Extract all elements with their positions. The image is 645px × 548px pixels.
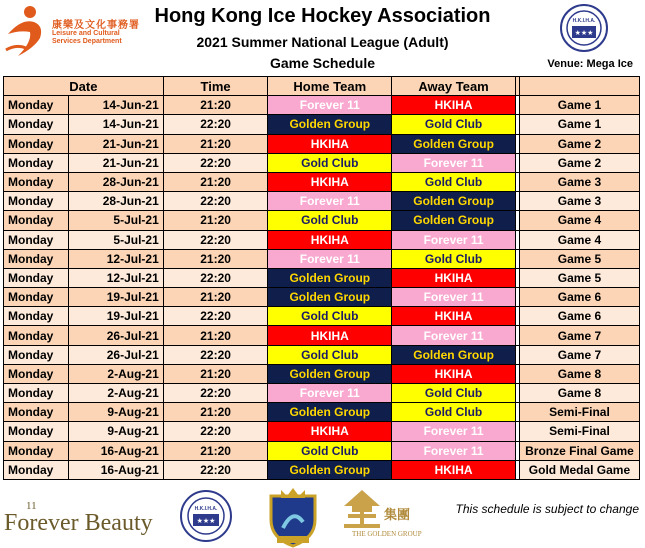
schedule-row: [4, 403, 640, 422]
time-cell: 22:20: [163, 268, 268, 287]
day-cell: Monday: [4, 345, 69, 364]
time-cell: 21:20: [163, 403, 268, 422]
game-cell: Game 1: [519, 96, 639, 115]
association-title: Hong Kong Ice Hockey Association: [154, 5, 491, 27]
svg-text:H.K.I.H.A.: H.K.I.H.A.: [194, 506, 218, 512]
home-team-cell: HKIHA: [268, 134, 392, 153]
crest-shield-icon: [263, 486, 323, 548]
time-column-header: Time: [163, 77, 268, 96]
date-cell: 26-Jul-21: [68, 345, 163, 364]
schedule-row: [4, 345, 640, 364]
day-cell: Monday: [4, 403, 69, 422]
schedule-row: [4, 230, 640, 249]
game-cell: Game 5: [519, 249, 639, 268]
game-cell: Game 1: [519, 115, 639, 134]
away-team-column-header: Away Team: [392, 77, 516, 96]
day-cell: Monday: [4, 153, 69, 172]
document-header: [0, 0, 645, 74]
sponsor-number: 11: [26, 500, 37, 512]
home-team-cell: Gold Club: [268, 345, 392, 364]
league-title: 2021 Summer National League (Adult): [196, 34, 449, 50]
schedule-row: [4, 364, 640, 383]
home-team-cell: Golden Group: [268, 115, 392, 134]
home-team-cell: Gold Club: [268, 153, 392, 172]
away-team-cell: HKIHA: [392, 460, 516, 479]
game-cell: Game 3: [519, 172, 639, 191]
home-team-cell: Golden Group: [268, 403, 392, 422]
away-team-cell: Golden Group: [392, 211, 516, 230]
home-team-cell: Gold Club: [268, 307, 392, 326]
date-cell: 9-Aug-21: [68, 403, 163, 422]
golden-group-logo-icon: [340, 488, 384, 530]
hkiha-logo-icon: [180, 490, 232, 542]
home-team-cell: Forever 11: [268, 192, 392, 211]
time-cell: 22:20: [163, 345, 268, 364]
home-team-cell: HKIHA: [268, 326, 392, 345]
day-cell: Monday: [4, 422, 69, 441]
time-cell: 21:20: [163, 134, 268, 153]
home-team-cell: Golden Group: [268, 288, 392, 307]
date-cell: 26-Jul-21: [68, 326, 163, 345]
day-cell: Monday: [4, 307, 69, 326]
day-cell: Monday: [4, 326, 69, 345]
time-cell: 22:20: [163, 153, 268, 172]
time-cell: 21:20: [163, 96, 268, 115]
day-cell: Monday: [4, 249, 69, 268]
home-team-cell: Forever 11: [268, 249, 392, 268]
date-cell: 28-Jun-21: [68, 192, 163, 211]
day-cell: Monday: [4, 172, 69, 191]
game-cell: Game 7: [519, 345, 639, 364]
schedule-row: [4, 268, 640, 287]
time-cell: 22:20: [163, 460, 268, 479]
game-cell: Game 8: [519, 384, 639, 403]
date-cell: 12-Jul-21: [68, 249, 163, 268]
game-cell: Semi-Final: [519, 422, 639, 441]
time-cell: 21:20: [163, 211, 268, 230]
schedule-row: [4, 441, 640, 460]
date-cell: 19-Jul-21: [68, 288, 163, 307]
time-cell: 21:20: [163, 364, 268, 383]
game-cell: Bronze Final Game: [519, 441, 639, 460]
away-team-cell: Golden Group: [392, 192, 516, 211]
home-team-column-header: Home Team: [268, 77, 392, 96]
away-team-cell: Gold Club: [392, 384, 516, 403]
game-column-header: [519, 77, 639, 96]
schedule-row: [4, 460, 640, 479]
away-team-cell: Golden Group: [392, 345, 516, 364]
day-cell: Monday: [4, 192, 69, 211]
away-team-cell: Forever 11: [392, 326, 516, 345]
game-cell: Semi-Final: [519, 403, 639, 422]
game-cell: Gold Medal Game: [519, 460, 639, 479]
date-cell: 21-Jun-21: [68, 153, 163, 172]
schedule-row: [4, 172, 640, 191]
time-cell: 21:20: [163, 288, 268, 307]
day-cell: Monday: [4, 134, 69, 153]
date-cell: 16-Aug-21: [68, 441, 163, 460]
game-cell: Game 3: [519, 192, 639, 211]
away-team-cell: HKIHA: [392, 96, 516, 115]
date-cell: 14-Jun-21: [68, 115, 163, 134]
schedule-row: [4, 96, 640, 115]
away-team-cell: Golden Group: [392, 134, 516, 153]
time-cell: 22:20: [163, 384, 268, 403]
schedule-row: [4, 307, 640, 326]
home-team-cell: Golden Group: [268, 364, 392, 383]
date-cell: 19-Jul-21: [68, 307, 163, 326]
date-cell: 14-Jun-21: [68, 96, 163, 115]
date-cell: 2-Aug-21: [68, 364, 163, 383]
sponsor-name: Forever Beauty: [4, 510, 153, 536]
game-cell: Game 6: [519, 288, 639, 307]
lcsd-chinese-name: 康樂及文化事務署: [52, 20, 140, 31]
schedule-body: [4, 96, 640, 480]
date-cell: 28-Jun-21: [68, 172, 163, 191]
away-team-cell: Gold Club: [392, 403, 516, 422]
game-cell: Game 2: [519, 153, 639, 172]
schedule-row: [4, 192, 640, 211]
lcsd-english-name: Leisure and Cultural Services Department: [52, 30, 122, 45]
schedule-row: [4, 211, 640, 230]
home-team-cell: Golden Group: [268, 460, 392, 479]
day-cell: Monday: [4, 115, 69, 134]
home-team-cell: Gold Club: [268, 441, 392, 460]
date-column-header: Date: [4, 77, 164, 96]
home-team-cell: HKIHA: [268, 172, 392, 191]
away-team-cell: Forever 11: [392, 288, 516, 307]
time-cell: 22:20: [163, 422, 268, 441]
home-team-cell: HKIHA: [268, 230, 392, 249]
day-cell: Monday: [4, 288, 69, 307]
schedule-row: [4, 134, 640, 153]
schedule-table: [3, 76, 640, 480]
time-cell: 21:20: [163, 326, 268, 345]
away-team-cell: Forever 11: [392, 441, 516, 460]
venue-label: Venue: Mega Ice: [547, 58, 633, 70]
date-cell: 5-Jul-21: [68, 230, 163, 249]
game-cell: Game 4: [519, 230, 639, 249]
day-cell: Monday: [4, 364, 69, 383]
time-cell: 21:20: [163, 441, 268, 460]
home-team-cell: Forever 11: [268, 96, 392, 115]
away-team-cell: Forever 11: [392, 153, 516, 172]
date-cell: 21-Jun-21: [68, 134, 163, 153]
schedule-row: [4, 115, 640, 134]
home-team-cell: Forever 11: [268, 384, 392, 403]
golden-group-english: THE GOLDEN GROUP: [352, 530, 422, 538]
date-cell: 5-Jul-21: [68, 211, 163, 230]
time-cell: 22:20: [163, 115, 268, 134]
svg-text:★★★: ★★★: [574, 30, 594, 37]
away-team-cell: HKIHA: [392, 268, 516, 287]
day-cell: Monday: [4, 230, 69, 249]
away-team-cell: Forever 11: [392, 230, 516, 249]
schedule-row: [4, 153, 640, 172]
away-team-cell: Gold Club: [392, 249, 516, 268]
schedule-row: [4, 384, 640, 403]
time-cell: 21:20: [163, 172, 268, 191]
day-cell: Monday: [4, 384, 69, 403]
date-cell: 9-Aug-21: [68, 422, 163, 441]
schedule-title: Game Schedule: [269, 55, 376, 71]
schedule-header-row: [4, 77, 640, 96]
golden-group-chinese: 集團: [384, 507, 411, 522]
away-team-cell: HKIHA: [392, 364, 516, 383]
schedule-row: [4, 288, 640, 307]
time-cell: 22:20: [163, 307, 268, 326]
schedule-row: [4, 422, 640, 441]
time-cell: 22:20: [163, 230, 268, 249]
svg-text:★★★: ★★★: [196, 518, 216, 525]
schedule-row: [4, 326, 640, 345]
svg-text:H.K.I.H.A.: H.K.I.H.A.: [572, 18, 596, 24]
time-cell: 21:20: [163, 249, 268, 268]
away-team-cell: HKIHA: [392, 307, 516, 326]
game-cell: Game 4: [519, 211, 639, 230]
day-cell: Monday: [4, 211, 69, 230]
schedule-change-notice: This schedule is subject to change: [455, 502, 639, 516]
date-cell: 12-Jul-21: [68, 268, 163, 287]
day-cell: Monday: [4, 460, 69, 479]
game-cell: Game 5: [519, 268, 639, 287]
home-team-cell: Gold Club: [268, 211, 392, 230]
game-cell: Game 6: [519, 307, 639, 326]
time-cell: 22:20: [163, 192, 268, 211]
game-cell: Game 8: [519, 364, 639, 383]
document-footer: [0, 482, 645, 548]
away-team-cell: Gold Club: [392, 172, 516, 191]
home-team-cell: HKIHA: [268, 422, 392, 441]
hkiha-logo-icon: [560, 4, 608, 52]
day-cell: Monday: [4, 96, 69, 115]
date-cell: 16-Aug-21: [68, 460, 163, 479]
away-team-cell: Forever 11: [392, 422, 516, 441]
home-team-cell: Golden Group: [268, 268, 392, 287]
schedule-row: [4, 249, 640, 268]
day-cell: Monday: [4, 268, 69, 287]
game-cell: Game 7: [519, 326, 639, 345]
game-cell: Game 2: [519, 134, 639, 153]
away-team-cell: Gold Club: [392, 115, 516, 134]
date-cell: 2-Aug-21: [68, 384, 163, 403]
day-cell: Monday: [4, 441, 69, 460]
